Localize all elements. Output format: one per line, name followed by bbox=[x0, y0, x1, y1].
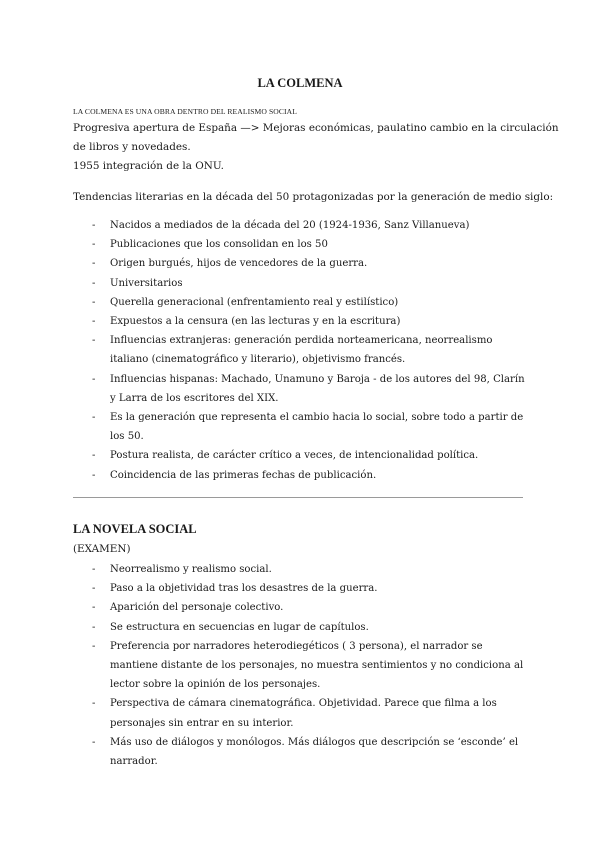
page-title: LA COLMENA bbox=[257, 76, 343, 90]
list-item: - Postura realista, de carácter crítico a veces, de intencionalidad política. bbox=[92, 450, 479, 462]
section-divider bbox=[73, 497, 523, 498]
list-item: - Nacidos a mediados de la década del 20 (1924-1936, Sanz Villanueva) bbox=[92, 220, 470, 231]
list-item: - Perspectiva de cámara cinematográfica. Objetividad. Parece que filma a los personajes sin entrar en su interior. bbox=[92, 698, 497, 729]
list-item: - Influencias hispanas: Machado, Unamuno y Baroja - de los autores del 98, Clarín y Larra de los escritores del XIX. bbox=[92, 373, 525, 404]
page-subtitle: LA COLMENA ES UNA OBRA DENTRO DEL REALISMO SOCIAL bbox=[73, 107, 298, 116]
list-item: - Querella generacional (enfrentamiento real y estilístico) bbox=[92, 296, 399, 308]
list-item: - Aparición del personaje colectivo. bbox=[92, 602, 284, 614]
tendencias-list bbox=[92, 216, 528, 485]
list-item: - Universitarios bbox=[92, 277, 183, 289]
intro-line: de libros y novedades. bbox=[73, 141, 191, 153]
section-subtitle: (EXAMEN) bbox=[73, 543, 131, 555]
list-item: - Neorrealismo y realismo social. bbox=[92, 564, 272, 575]
intro-line: Progresiva apertura de España —> Mejoras económicas, paulatino cambio en la circulación bbox=[73, 122, 559, 134]
list-item: - Paso a la objetividad tras los desastres de la guerra. bbox=[92, 583, 378, 595]
list-item: - Coincidencia de las primeras fechas de publicación. bbox=[92, 469, 377, 481]
list-item: - Más uso de diálogos y monólogos. Más diálogos que descripción se ‘esconde’ el narrador. bbox=[92, 736, 519, 768]
list-item: - Es la generación que representa el cambio hacia lo social, sobre todo a partir de los 50. bbox=[92, 412, 524, 443]
list-item: - Preferencia por narradores heterodiegéticos ( 3 persona), el narrador se mantiene distante de los personajes, no muestra sentimientos y no condiciona al lector sobre la opinión de los personajes. bbox=[92, 640, 524, 691]
list-item: - Expuestos a la censura (en las lecturas y en la escritura) bbox=[92, 316, 401, 328]
list-item: - Origen burgués, hijos de vencedores de la guerra. bbox=[92, 258, 368, 270]
intro-line: 1955 integración de la ONU. bbox=[73, 160, 224, 172]
list-item: - Publicaciones que los consolidan en los 50 bbox=[92, 239, 328, 251]
tendencias-heading: Tendencias literarias en la década del 50 protagonizadas por la generación de medio siglo: bbox=[73, 191, 554, 203]
list-item: - Se estructura en secuencias en lugar de capítulos. bbox=[92, 621, 369, 633]
section-title: LA NOVELA SOCIAL bbox=[73, 522, 197, 536]
novela-social-list bbox=[92, 560, 528, 771]
list-item: - Influencias extranjeras: generación perdida norteamericana, neorrealismo italiano (cinematográfico y literario), objetivismo francés. bbox=[92, 335, 493, 366]
